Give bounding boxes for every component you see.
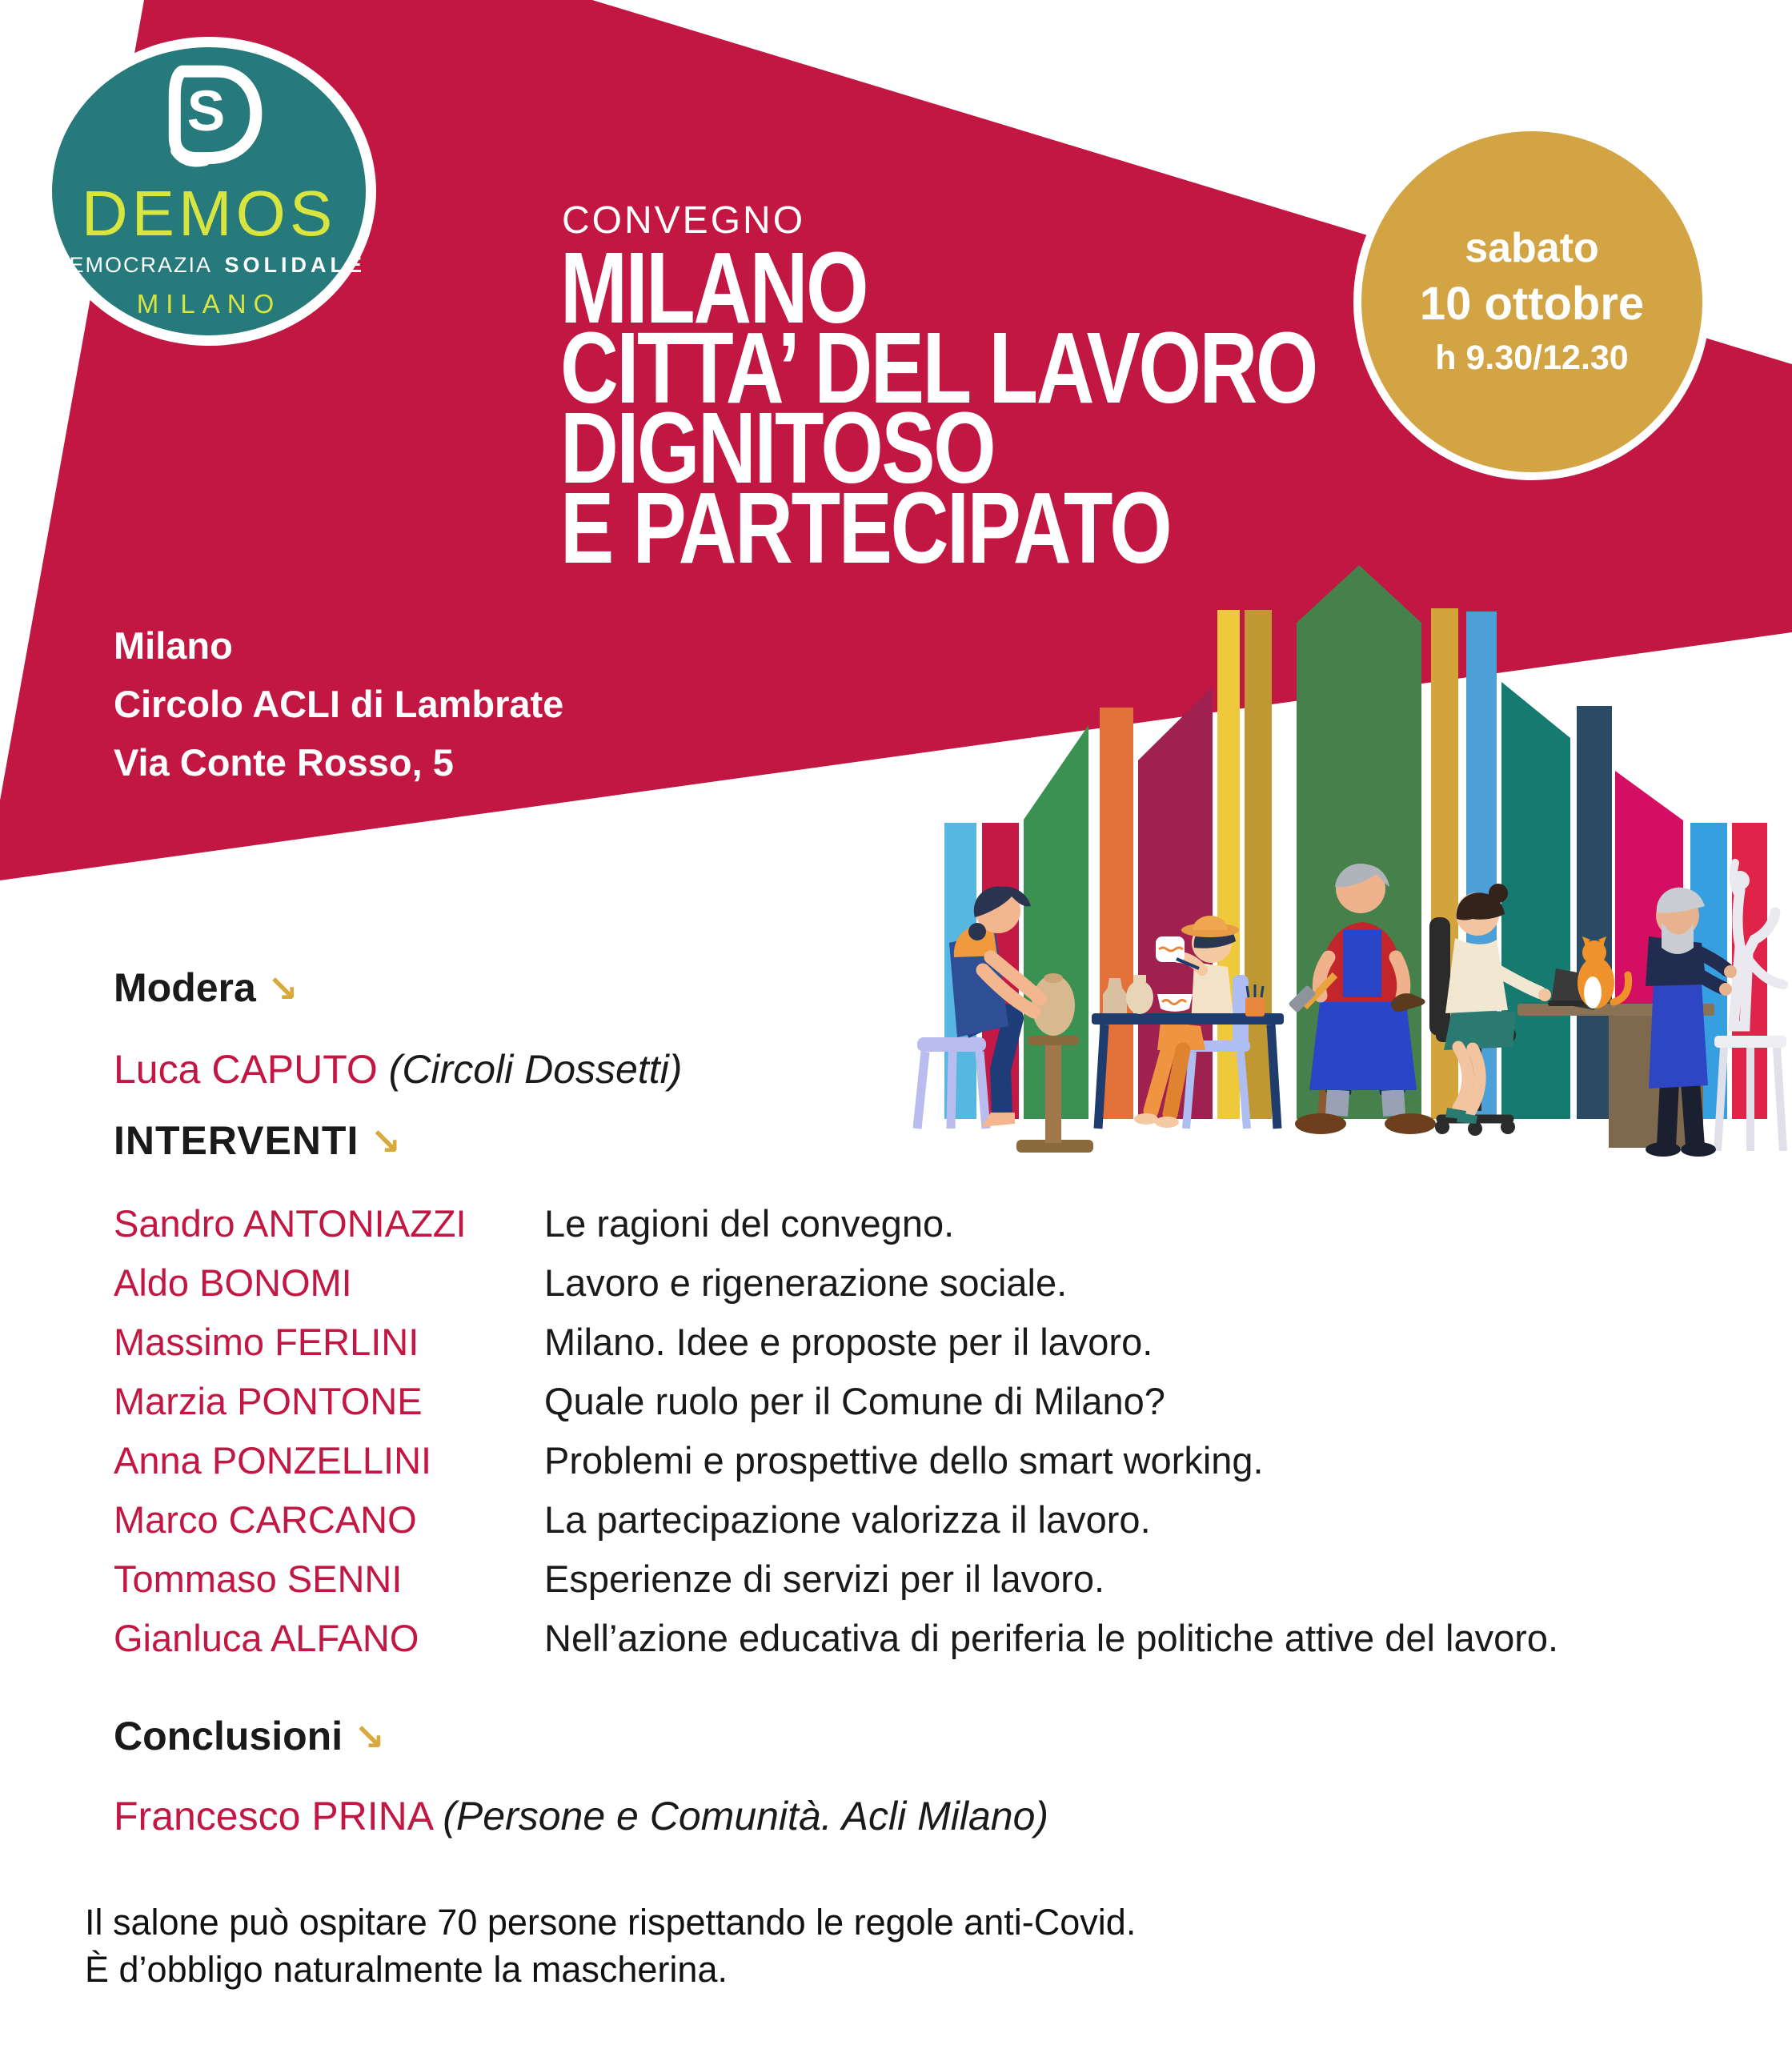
arrow-se-icon: ↘ [370, 1121, 402, 1162]
speaker-name: Tommaso SENNI [114, 1558, 403, 1600]
speaker-topic: Esperienze di servizi per il lavoro. [544, 1558, 1105, 1600]
speaker-name: Aldo BONOMI [114, 1261, 352, 1304]
speaker-name: Marco CARCANO [114, 1498, 417, 1541]
logo-subtitle-bold: SOLIDALE [224, 253, 367, 278]
modera-heading: Modera [114, 965, 256, 1010]
date-badge [1361, 131, 1702, 472]
demos-logo [42, 37, 376, 346]
title-line-1: MILANO [560, 231, 868, 344]
speaker-topic: Le ragioni del convegno. [544, 1202, 955, 1245]
conclusioni-speaker: Francesco PRINA [114, 1794, 432, 1838]
venue-address: Via Conte Rosso, 5 [114, 741, 454, 784]
interventi-heading: INTERVENTI [114, 1118, 359, 1163]
covid-note [85, 1899, 1136, 1993]
speaker-name: Massimo FERLINI [114, 1321, 419, 1363]
house-bar [1577, 706, 1612, 1119]
event-kicker: CONVEGNO [562, 199, 806, 242]
demos-monogram-icon [149, 58, 269, 178]
modera-affiliation: (Circoli Dossetti) [388, 1047, 683, 1092]
arrow-se-icon: ↘ [267, 968, 299, 1009]
logo-wordmark: DEMOS [81, 178, 337, 250]
speaker-name: Anna PONZELLINI [114, 1439, 432, 1482]
monogram-letter: S [186, 79, 226, 144]
speaker-topic: Nell’azione educativa di periferia le politiche attive del lavoro. [544, 1617, 1559, 1659]
venue-city: Milano [114, 624, 233, 667]
covid-note-line-2: È d’obbligo naturalmente la mascherina. [85, 1949, 728, 1990]
covid-note-line-1: Il salone può ospitare 70 persone rispettando le regole anti-Covid. [85, 1902, 1137, 1943]
conclusioni-heading: Conclusioni [114, 1714, 343, 1758]
speaker-name: Gianluca ALFANO [114, 1617, 419, 1659]
title-line-2: CITTA’ DEL LAVORO [560, 311, 1317, 424]
interventi-section [114, 1117, 402, 1164]
speaker-topic: Problemi e prospettive dello smart working. [544, 1439, 1264, 1482]
speaker-topic: La partecipazione valorizza il lavoro. [544, 1498, 1151, 1541]
venue-place: Circolo ACLI di Lambrate [114, 683, 564, 725]
clay-pot [1032, 975, 1075, 1036]
speakers-list [114, 1194, 1558, 1668]
speaker-name: Marzia PONTONE [114, 1380, 423, 1422]
badge-day: sabato [1465, 224, 1599, 271]
title-line-3: DIGNITOSO [560, 391, 995, 504]
venue-block [114, 616, 563, 792]
speaker-topic: Quale ruolo per il Comune di Milano? [544, 1380, 1165, 1422]
house-bar [1501, 682, 1570, 1119]
logo-city: MILANO [136, 288, 282, 319]
badge-time: h 9.30/12.30 [1435, 338, 1629, 377]
speaker-topic: Milano. Idee e proposte per il lavoro. [544, 1321, 1153, 1363]
conclusioni-affiliation: (Persone e Comunità. Acli Milano) [443, 1794, 1049, 1838]
title-line-4: E PARTECIPATO [560, 471, 1171, 584]
logo-subtitle-regular: DEMOCRAZIA [51, 253, 212, 278]
modera-section [114, 964, 682, 1093]
speaker-topic: Lavoro e rigenerazione sociale. [544, 1261, 1068, 1304]
speaker-name: Sandro ANTONIAZZI [114, 1202, 467, 1245]
modera-speaker: Luca CAPUTO [114, 1047, 378, 1092]
conclusioni-section [114, 1713, 1048, 1839]
arrow-se-icon: ↘ [354, 1716, 385, 1758]
badge-date: 10 ottobre [1419, 278, 1645, 331]
logo-subtitle [52, 254, 366, 278]
